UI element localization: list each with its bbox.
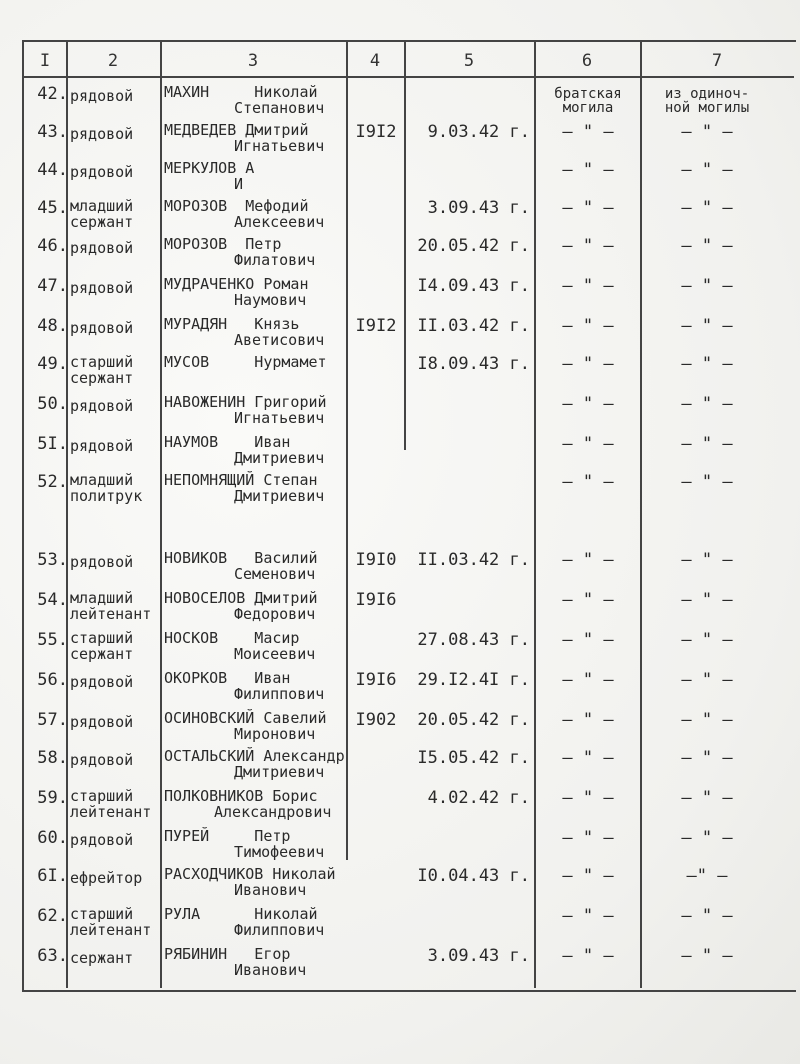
burial-origin-col7: – " –: [681, 670, 733, 690]
row-number: 56.: [37, 670, 68, 690]
rank-line: лейтенант: [70, 921, 152, 939]
patronymic: Филиппович: [234, 921, 325, 939]
rank: [70, 630, 158, 662]
patronymic: Игнатьевич: [234, 137, 325, 155]
row-number: 62.: [37, 906, 68, 926]
burial-place-col6: – " –: [562, 866, 614, 886]
row-number: 59.: [37, 788, 68, 808]
rank-line: сержант: [70, 645, 134, 663]
patronymic: Дмитриевич: [234, 487, 325, 505]
rank: [70, 788, 158, 820]
surname-firstname: МАХИН Николай: [164, 83, 318, 101]
rank-line: младший: [70, 589, 134, 607]
burial-origin-col7: – " –: [681, 316, 733, 336]
surname-firstname: ОКОРКОВ Иван: [164, 669, 291, 687]
row-number: 44.: [37, 160, 68, 180]
rank-line: рядовой: [70, 437, 134, 455]
burial-place-col6: – " –: [562, 316, 614, 336]
rank: [70, 198, 158, 230]
rank-line: младший: [70, 197, 134, 215]
rank-line: политрук: [70, 487, 143, 505]
rank: [70, 554, 158, 570]
birth-year: I9I0: [355, 550, 397, 570]
rank-line: сержант: [70, 213, 134, 231]
burial-place-col6: – " –: [562, 434, 614, 454]
burial-origin-col7: – " –: [681, 590, 733, 610]
full-name: [164, 828, 350, 860]
birth-year: I9I2: [355, 316, 397, 336]
row-number: 57.: [37, 710, 68, 730]
surname-firstname: НОСКОВ Масир: [164, 629, 300, 647]
death-date: 9.03.42 г.: [427, 122, 530, 142]
full-name: [164, 906, 350, 938]
table-row: [0, 748, 800, 788]
column-header: 6: [581, 51, 593, 71]
rank: [70, 438, 158, 454]
burial-origin-col7: – " –: [681, 160, 733, 180]
burial-place-col6: – " –: [562, 198, 614, 218]
rank-line: старший: [70, 905, 134, 923]
table-row: [0, 434, 800, 474]
table-row: [0, 394, 800, 434]
surname-firstname: НАВОЖЕНИН Григорий: [164, 393, 327, 411]
surname-firstname: НАУМОВ Иван: [164, 433, 291, 451]
rank-line: младший: [70, 471, 134, 489]
surname-firstname: ОСТАЛЬСКИЙ Александр: [164, 747, 345, 765]
rank: [70, 320, 158, 336]
death-date: II.03.42 г.: [417, 550, 530, 570]
column-header: 7: [711, 51, 723, 71]
patronymic: Филиппович: [234, 685, 325, 703]
surname-firstname: МОРОЗОВ Петр: [164, 235, 282, 253]
rank-line: ефрейтор: [70, 869, 143, 887]
table-row: [0, 590, 800, 630]
rank-line: лейтенант: [70, 605, 152, 623]
row-number: 52.: [37, 472, 68, 492]
rank-line: рядовой: [70, 831, 134, 849]
burial-place-col6: братская могила: [554, 86, 622, 116]
table-row: [0, 236, 800, 276]
column-header: I: [39, 51, 51, 71]
row-number: 50.: [37, 394, 68, 414]
burial-origin-col7: из одиноч- ной могилы: [664, 86, 750, 116]
rank-line: рядовой: [70, 125, 134, 143]
column-header: 4: [369, 51, 381, 71]
burial-place-col6: – " –: [562, 236, 614, 256]
row-number: 6I.: [37, 866, 68, 886]
rank: [70, 164, 158, 180]
row-number: 60.: [37, 828, 68, 848]
patronymic: Моисеевич: [234, 645, 316, 663]
birth-year: I9I6: [355, 590, 397, 610]
patronymic: Дмитриевич: [234, 763, 325, 781]
surname-firstname: НОВОСЕЛОВ Дмитрий: [164, 589, 318, 607]
surname-firstname: МЕДВЕДЕВ Дмитрий: [164, 121, 309, 139]
rank-line: рядовой: [70, 553, 134, 571]
rank-line: рядовой: [70, 279, 134, 297]
rank: [70, 950, 158, 966]
surname-firstname: МУСОВ Нурмамет: [164, 353, 327, 371]
table-row: [0, 198, 800, 238]
surname-firstname: РАСХОДЧИКОВ Николай: [164, 865, 336, 883]
full-name: [164, 198, 350, 230]
surname-firstname: НОВИКОВ Василий: [164, 549, 318, 567]
full-name: [164, 710, 350, 742]
death-date: 4.02.42 г.: [427, 788, 530, 808]
rank-line: старший: [70, 629, 134, 647]
patronymic: Филатович: [234, 251, 316, 269]
table-row: [0, 550, 800, 590]
death-date: I8.09.43 г.: [417, 354, 530, 374]
burial-origin-col7: –" –: [686, 866, 728, 886]
burial-place-col6: – " –: [562, 946, 614, 966]
full-name: [164, 748, 350, 780]
table-row: [0, 828, 800, 868]
row-number: 54.: [37, 590, 68, 610]
death-date: 20.05.42 г.: [417, 710, 530, 730]
rank-line: рядовой: [70, 751, 134, 769]
burial-place-col6: – " –: [562, 630, 614, 650]
burial-place-col6: – " –: [562, 276, 614, 296]
patronymic: Дмитриевич: [234, 449, 325, 467]
table-row: [0, 276, 800, 316]
death-date: I5.05.42 г.: [417, 748, 530, 768]
surname-firstname: МУРАДЯН Князь: [164, 315, 300, 333]
death-date: 20.05.42 г.: [417, 236, 530, 256]
burial-origin-col7: – " –: [681, 550, 733, 570]
burial-place-col6: – " –: [562, 394, 614, 414]
burial-place-col6: – " –: [562, 354, 614, 374]
burial-place-col6: – " –: [562, 828, 614, 848]
death-date: 3.09.43 г.: [427, 946, 530, 966]
patronymic: Тимофеевич: [234, 843, 325, 861]
rank-line: рядовой: [70, 397, 134, 415]
rank-line: рядовой: [70, 87, 134, 105]
rank: [70, 126, 158, 142]
burial-place-col6: – " –: [562, 122, 614, 142]
patronymic: Александрович: [214, 803, 332, 821]
death-date: I0.04.43 г.: [417, 866, 530, 886]
table-row: [0, 316, 800, 356]
birth-year: I9I2: [355, 122, 397, 142]
table-row: [0, 788, 800, 828]
full-name: [164, 788, 350, 820]
burial-place-col6: – " –: [562, 710, 614, 730]
full-name: [164, 590, 350, 622]
row-number: 46.: [37, 236, 68, 256]
rank: [70, 472, 158, 504]
table-row: [0, 710, 800, 750]
row-number: 47.: [37, 276, 68, 296]
burial-origin-col7: – " –: [681, 828, 733, 848]
rank-line: рядовой: [70, 163, 134, 181]
burial-origin-col7: – " –: [681, 198, 733, 218]
patronymic: Степанович: [234, 99, 325, 117]
surname-firstname: МОРОЗОВ Мефодий: [164, 197, 309, 215]
surname-firstname: НЕПОМНЯЩИЙ Степан: [164, 471, 318, 489]
surname-firstname: МЕРКУЛОВ А: [164, 159, 255, 177]
full-name: [164, 866, 350, 898]
rank-line: лейтенант: [70, 803, 152, 821]
rank: [70, 714, 158, 730]
burial-origin-col7: – " –: [681, 472, 733, 492]
row-number: 53.: [37, 550, 68, 570]
birth-year: I902: [355, 710, 397, 730]
patronymic: Семенович: [234, 565, 316, 583]
burial-place-col6: – " –: [562, 670, 614, 690]
burial-origin-col7: – " –: [681, 394, 733, 414]
table-row: [0, 472, 800, 512]
full-name: [164, 236, 350, 268]
full-name: [164, 472, 350, 504]
burial-origin-col7: – " –: [681, 946, 733, 966]
death-date: 29.I2.4I г.: [417, 670, 530, 690]
rank: [70, 590, 158, 622]
rank: [70, 906, 158, 938]
column-header: 2: [107, 51, 119, 71]
burial-origin-col7: – " –: [681, 630, 733, 650]
full-name: [164, 316, 350, 348]
burial-place-col6: – " –: [562, 160, 614, 180]
rank-line: рядовой: [70, 239, 134, 257]
rank: [70, 88, 158, 104]
burial-place-col6: – " –: [562, 550, 614, 570]
full-name: [164, 160, 350, 192]
rank-line: старший: [70, 787, 134, 805]
row-number: 49.: [37, 354, 68, 374]
surname-firstname: РЯБИНИН Егор: [164, 945, 291, 963]
full-name: [164, 670, 350, 702]
full-name: [164, 550, 350, 582]
burial-origin-col7: – " –: [681, 354, 733, 374]
table-row: [0, 122, 800, 162]
full-name: [164, 84, 350, 116]
header-divider: [22, 76, 794, 78]
table-row: [0, 630, 800, 670]
rank: [70, 280, 158, 296]
patronymic: Иванович: [234, 961, 307, 979]
rank-line: сержант: [70, 949, 134, 967]
row-number: 43.: [37, 122, 68, 142]
burial-origin-col7: – " –: [681, 906, 733, 926]
burial-place-col6: – " –: [562, 748, 614, 768]
burial-origin-col7: – " –: [681, 236, 733, 256]
burial-origin-col7: – " –: [681, 748, 733, 768]
table-row: [0, 354, 800, 394]
death-date: 27.08.43 г.: [417, 630, 530, 650]
burial-place-col6: – " –: [562, 590, 614, 610]
row-number: 5I.: [37, 434, 68, 454]
patronymic: Игнатьевич: [234, 409, 325, 427]
rank: [70, 398, 158, 414]
burial-origin-col7: – " –: [681, 788, 733, 808]
surname-firstname: ПОЛКОВНИКОВ Борис: [164, 787, 318, 805]
full-name: [164, 354, 350, 370]
rank-line: сержант: [70, 369, 134, 387]
patronymic: Аветисович: [234, 331, 325, 349]
rank-line: рядовой: [70, 319, 134, 337]
full-name: [164, 276, 350, 308]
death-date: 3.09.43 г.: [427, 198, 530, 218]
patronymic: Иванович: [234, 881, 307, 899]
rank-line: старший: [70, 353, 134, 371]
full-name: [164, 946, 350, 978]
column-header: 5: [463, 51, 475, 71]
full-name: [164, 630, 350, 662]
burial-origin-col7: – " –: [681, 122, 733, 142]
row-number: 55.: [37, 630, 68, 650]
table-row: [0, 906, 800, 946]
patronymic: Алексеевич: [234, 213, 325, 231]
full-name: [164, 122, 350, 154]
death-date: II.03.42 г.: [417, 316, 530, 336]
row-number: 45.: [37, 198, 68, 218]
patronymic: Наумович: [234, 291, 307, 309]
surname-firstname: ОСИНОВСКИЙ Савелий: [164, 709, 327, 727]
table-row: [0, 84, 800, 124]
row-number: 42.: [37, 84, 68, 104]
table-row: [0, 670, 800, 710]
surname-firstname: ПУРЕЙ Петр: [164, 827, 291, 845]
burial-place-col6: – " –: [562, 788, 614, 808]
row-number: 48.: [37, 316, 68, 336]
rank: [70, 870, 158, 886]
surname-firstname: МУДРАЧЕНКО Роман: [164, 275, 309, 293]
surname-firstname: РУЛА Николай: [164, 905, 318, 923]
row-number: 63.: [37, 946, 68, 966]
birth-year: I9I6: [355, 670, 397, 690]
table-row: [0, 160, 800, 200]
row-number: 58.: [37, 748, 68, 768]
rank: [70, 240, 158, 256]
rank: [70, 832, 158, 848]
patronymic: И: [234, 175, 244, 193]
patronymic: Миронович: [234, 725, 316, 743]
column-header: 3: [247, 51, 259, 71]
table-row: [0, 866, 800, 906]
full-name: [164, 394, 350, 426]
patronymic: Федорович: [234, 605, 316, 623]
burial-origin-col7: – " –: [681, 710, 733, 730]
rank: [70, 354, 158, 386]
full-name: [164, 434, 350, 466]
burial-origin-col7: – " –: [681, 276, 733, 296]
rank: [70, 674, 158, 690]
rank: [70, 752, 158, 768]
table-row: [0, 946, 800, 986]
death-date: I4.09.43 г.: [417, 276, 530, 296]
rank-line: рядовой: [70, 673, 134, 691]
burial-place-col6: – " –: [562, 472, 614, 492]
burial-origin-col7: – " –: [681, 434, 733, 454]
rank-line: рядовой: [70, 713, 134, 731]
burial-place-col6: – " –: [562, 906, 614, 926]
